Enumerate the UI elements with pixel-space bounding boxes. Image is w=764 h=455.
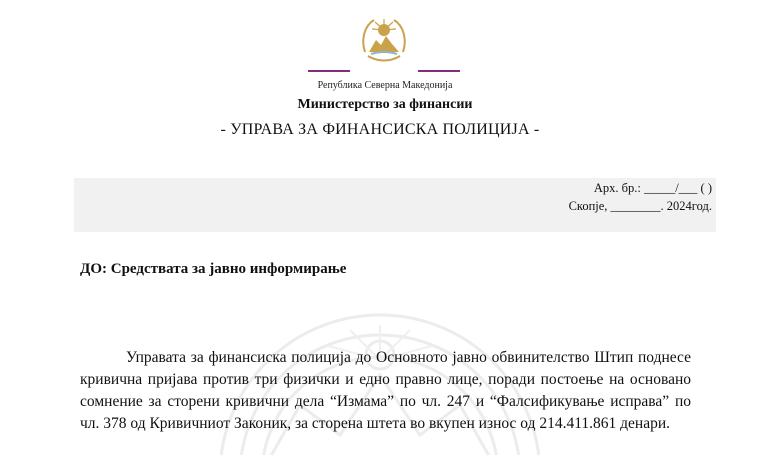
agency-name: - УПРАВА ЗА ФИНАНСИСКА ПОЛИЦИЈА - (220, 121, 540, 138)
ministry-name: Министерство за финансии (297, 97, 473, 112)
body-paragraph: Управата за финансиска полиција до Основното јавно обвинителство Штип поднесе кривична пријава против три физички и едно правно лице, поради постоење на основано сомнение за сторени кривични дела “Измама” по чл. 247 и “Фалсификување исправа” по чл. 378 од Кривичниот Законик, за сторена штета во вкупен износ од 214.411.861 денари. (80, 349, 691, 432)
header-rule-right (418, 70, 460, 72)
coat-of-arms-emblem (358, 16, 410, 64)
recipient-line: ДО: Средствата за јавно информирање (80, 261, 347, 277)
republic-name: Република Северна Македонија (317, 80, 453, 91)
header-rule-left (308, 70, 350, 72)
archive-number: Арх. бр.: _____/___ ( ) (593, 181, 712, 195)
date-place-line: Скопје, ________. 2024год. (568, 199, 712, 213)
